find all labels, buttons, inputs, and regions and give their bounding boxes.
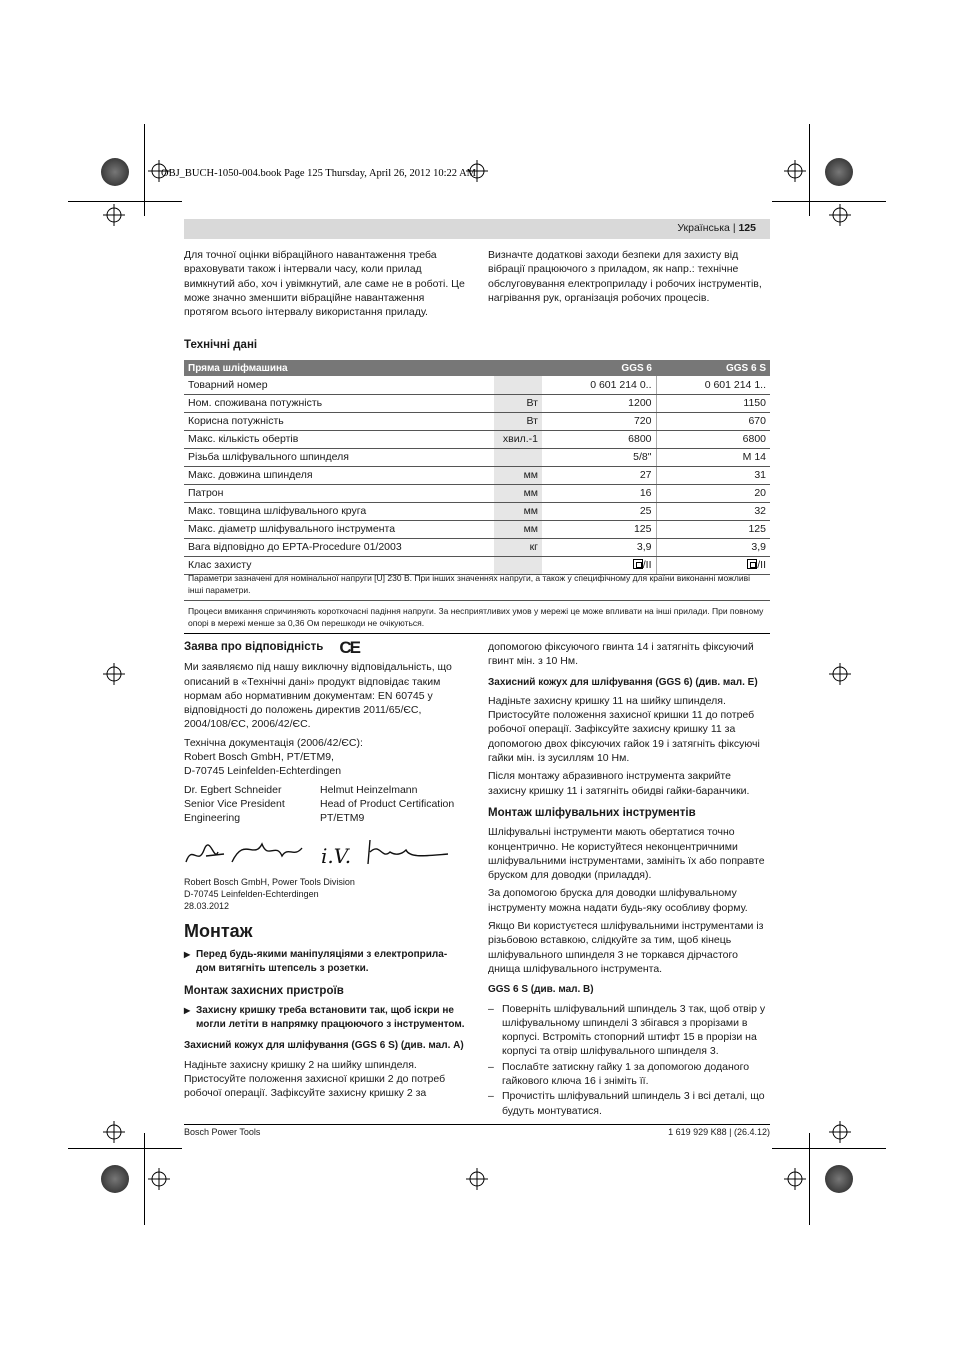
signatory-1-title: Senior Vice President (184, 797, 285, 810)
crosshair-icon (148, 160, 170, 182)
ce-mark-icon: CE (339, 638, 359, 657)
docs-address-line: D-70745 Leinfelden-Echterdingen (184, 765, 342, 778)
crosshair-icon (466, 1168, 488, 1190)
color-disc-icon (101, 158, 129, 186)
page-number: 125 (738, 222, 756, 234)
crosshair-icon (829, 663, 851, 685)
table-header-cell (494, 360, 542, 376)
table-note-2: Процеси вмикання спричиняють короткочасні падіння напруги. За несприятливих умов у мережі це може впливати на інші прилади. При повному опорі в мережі менше за 0,36 Ом перешкоди не очікуються. (184, 600, 770, 634)
running-header: Українська | 125 (184, 219, 770, 239)
color-disc-icon (825, 1165, 853, 1193)
table-header-row (184, 360, 770, 376)
docs-address-line: Robert Bosch GmbH, PT/ETM9, (184, 751, 334, 764)
table-header-cell: GGS 6 (542, 360, 656, 376)
tools-heading: Монтаж шліфувальних інструментів (488, 806, 696, 819)
crosshair-icon (103, 204, 125, 226)
spec-table (184, 360, 770, 575)
table-row: Макс. діаметр шліфувального інструмента мм 125 125 (184, 520, 770, 538)
ggs6s-guard-heading: Захисний кожух для шліфування (GGS 6 S) (див. мал. A) (184, 1040, 464, 1052)
tools-text-2: За допомогою бруска для доводки шліфувальному інструменту можна надати будь-яку особливу форму. (488, 887, 748, 914)
intro-right: Визначте додаткові заходи безпеки для захисту від вібрації працюючого з приладом, як напр.: технічне обслуговування електроприладу і робочих інструментів, нагрівання рук, організація робочих процесів. (488, 249, 762, 304)
crosshair-icon (784, 1168, 806, 1190)
declaration-date: 28.03.2012 (184, 900, 230, 911)
table-row: Корисна потужність Вт 720 670 (184, 412, 770, 430)
company-address: D-70745 Leinfelden-Echterdingen (184, 888, 319, 899)
ggs6-guard-text-2: Після монтажу абразивного інструмента закрийте захисну кришку 11 і затягніть обидві гайки-баранчики. (488, 770, 750, 797)
warning-guard: ▶ Захисну кришку треба встановити так, щоб іскри не могли летіти в напрямку працюючого з інструментом. (184, 1004, 466, 1033)
intro-left: Для точної оцінки вібраційного навантаження треба враховувати також і інтервали часу, коли прилад вимкнутий або, хоч і увімкнутий, але саме не в роботі. Це може значно зменшити вібраційне навантаження протягом всього інтервалу використання приладу. (184, 249, 465, 319)
signatory-2-name: Helmut Heinzelmann (320, 783, 418, 796)
signatures-image (184, 832, 466, 872)
guards-heading: Монтаж захисних пристроїв (184, 985, 344, 998)
header-language: Українська (677, 222, 730, 234)
crosshair-icon (784, 160, 806, 182)
tools-text-1: Шліфувальні інструменти мають обертатися точно концентрично. Не користуйтеся неконцентричними шліфувальними інструментами, замініть їх або поправте бруском для доводки (приладдя). (488, 826, 765, 882)
print-slug: OBJ_BUCH-1050-004.book Page 125 Thursday, April 26, 2012 10:22 AM (161, 168, 476, 179)
crosshair-icon (103, 663, 125, 685)
table-row: Клас захисту /II /II (184, 556, 770, 574)
warning-unplug: ▶ Перед будь-якими маніпуляціями з електроприла-дом витягніть штепсель з розетки. (184, 948, 466, 977)
color-disc-icon (825, 158, 853, 186)
sig-prefix: i.V. (321, 843, 352, 868)
table-header-cell: Пряма шліфмашина (184, 360, 494, 376)
conformity-text: Ми заявляємо під нашу виключну відповідальність, що описаний в «Технічні дані» продукт відповідає таким нормам або нормативним документам: EN 60745 у відповідності до положень директив 2011/65/ЄС, 2004/108/ЄС, 2006/42/ЄС. (184, 661, 452, 731)
table-row: Вага відповідно до EPTA-Procedure 01/2003 кг 3,9 3,9 (184, 538, 770, 556)
ggs6s-guard-continued: допомогою фіксуючого гвинта 14 і затягніть фіксуючий гвинт мін. з 10 Нм. (488, 641, 754, 668)
signatory-2-title: Head of Product Certification (320, 797, 455, 810)
signatory-1-dept: Engineering (184, 812, 241, 825)
montage-heading: Монтаж (184, 920, 253, 941)
crosshair-icon (829, 1121, 851, 1143)
signatory-2-dept: PT/ETM9 (320, 812, 365, 825)
table-notes (184, 572, 770, 634)
table-row: Макс. кількість обертів хвил.-1 6800 6800 (184, 430, 770, 448)
ggs6-guard-text: Надіньте захисну кришку 11 на шийку шпинделя. Пристосуйте положення захисної кришки 11 до потреб робочої операції. Зафіксуйте захисну кришку 11 за допомогою двох фіксуючих гайок 19 і затягніть фіксуючі гайки мін. із зусиллям 10 Нм. (488, 694, 760, 765)
tools-text-3: Якщо Ви користуєтеся шліфувальними інструментами із різьбовою вставкою, слідкуйте за тим, щоб кінець шліфувального шпинделя 3 не торкався дірчастого днища шліфувального інструмента. (488, 920, 764, 975)
crosshair-icon (103, 1121, 125, 1143)
table-note-1: Параметри зазначені для номінальної напруги [U] 230 В. При інших значеннях напруги, а також у специфічному для країни виконанні можливі інші параметри. (188, 573, 750, 595)
ggs6-guard-heading: Захисний кожух для шліфування (GGS 6) (див. мал. E) (488, 676, 758, 688)
crosshair-icon (466, 160, 488, 182)
footer-left: Bosch Power Tools (184, 1127, 261, 1137)
protection-class-icon (633, 559, 643, 569)
list-item: – Поверніть шліфувальний шпиндель 3 так, щоб отвір у шліфувальному шпинделі 3 збігався з прорізами в корпусі. Встроміть стопорний штифт 15 в прорізи на корпусі та отвір шліфувального шпинделя 3. (488, 1002, 770, 1059)
crosshair-icon (829, 204, 851, 226)
ggs6s-b-heading: GGS 6 S (див. мал. B) (488, 984, 594, 996)
list-item: – Прочистіть шліфувальний шпиндель 3 і всі деталі, що будуть монтуватися. (488, 1089, 770, 1118)
signatories (184, 783, 466, 826)
color-disc-icon (101, 1165, 129, 1193)
table-row: Товарний номер 0 601 214 0.. 0 601 214 1.. (184, 376, 770, 394)
list-item: – Послабте затискну гайку 1 за допомогою доданого гайкового ключа 16 і зніміть її. (488, 1060, 770, 1089)
conformity-heading: Заява про відповідність (184, 641, 324, 653)
table-header-cell: GGS 6 S (656, 360, 770, 376)
table-row: Макс. довжина шпинделя мм 27 31 (184, 466, 770, 484)
conformity-docs: Технічна документація (2006/42/ЄС): (184, 736, 363, 749)
table-row: Ном. споживана потужність Вт 1200 1150 (184, 394, 770, 412)
footer-right: 1 619 929 K88 | (26.4.12) (668, 1127, 770, 1137)
table-row: Макс. товщина шліфувального круга мм 25 32 (184, 502, 770, 520)
signatory-1-name: Dr. Egbert Schneider (184, 783, 282, 796)
crosshair-icon (148, 1168, 170, 1190)
table-row: Патрон мм 16 20 (184, 484, 770, 502)
footer-rule (184, 1124, 770, 1125)
company-name: Robert Bosch GmbH, Power Tools Division (184, 876, 355, 887)
protection-class-icon (747, 559, 757, 569)
table-row: Різьба шліфувального шпинделя 5/8" M 14 (184, 448, 770, 466)
tech-heading: Технічні дані (184, 339, 258, 351)
ggs6s-guard-text: Надіньте захисну кришку 2 на шийку шпинделя. Пристосуйте положення захисної кришки 2 до потреб робочої операції. Зафіксуйте захисну кришку 2 за (184, 1058, 446, 1100)
